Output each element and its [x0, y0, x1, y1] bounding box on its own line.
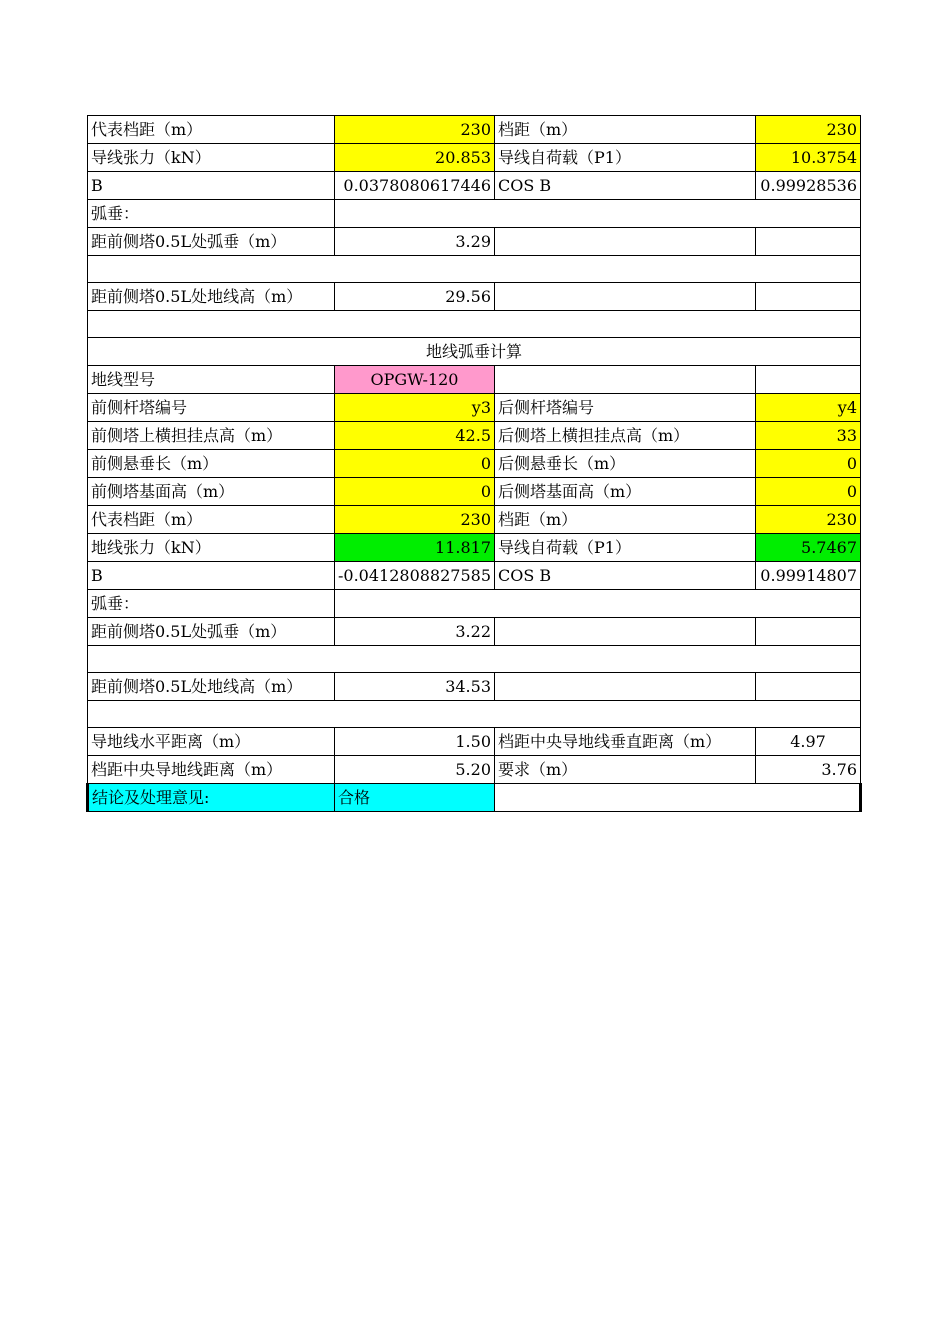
conclusion-value[interactable]: 合格	[335, 784, 495, 812]
table-row	[88, 338, 861, 366]
cell-empty[interactable]	[756, 673, 861, 701]
table-row	[88, 394, 861, 422]
table-row	[88, 728, 861, 756]
cell-empty[interactable]	[495, 283, 756, 311]
cell-label: 导线自荷载（P1）	[495, 534, 756, 562]
cell-input[interactable]: 230	[335, 116, 495, 144]
cell-value[interactable]: 1.50	[335, 728, 495, 756]
cell-label: COS B	[495, 562, 756, 590]
table-row	[88, 228, 861, 256]
table-row	[88, 116, 861, 144]
cell-empty[interactable]	[495, 784, 861, 812]
cell-value[interactable]: 5.20	[335, 756, 495, 784]
conclusion-label: 结论及处理意见:	[88, 784, 335, 812]
table-row	[88, 618, 861, 646]
cell-input[interactable]: 20.853	[335, 144, 495, 172]
cell-input[interactable]: 10.3754	[756, 144, 861, 172]
cell-label: 距前侧塔0.5L处弧垂（m）	[88, 618, 335, 646]
table-row	[88, 144, 861, 172]
cell-input[interactable]: 230	[756, 116, 861, 144]
table-row	[88, 534, 861, 562]
table-row	[88, 256, 861, 283]
cell-value[interactable]: 0.0378080617446	[335, 172, 495, 200]
table-row	[88, 506, 861, 534]
cell-input[interactable]: y3	[335, 394, 495, 422]
cell-label: 导线自荷载（P1）	[495, 144, 756, 172]
cell-label: 地线张力（kN）	[88, 534, 335, 562]
cell-value[interactable]: 0.99914807	[756, 562, 861, 590]
cell-empty[interactable]	[88, 701, 861, 728]
cell-empty[interactable]	[88, 311, 861, 338]
table-row	[88, 562, 861, 590]
table-row	[88, 450, 861, 478]
table-row	[88, 590, 861, 618]
table-row	[88, 756, 861, 784]
cell-label: 地线型号	[88, 366, 335, 394]
cell-label: 前侧悬垂长（m）	[88, 450, 335, 478]
cell-input[interactable]: 0	[756, 450, 861, 478]
cell-label: COS B	[495, 172, 756, 200]
cell-empty[interactable]	[495, 366, 756, 394]
cell-value[interactable]: 3.29	[335, 228, 495, 256]
cell-input[interactable]: 230	[335, 506, 495, 534]
cell-label: B	[88, 562, 335, 590]
cell-empty[interactable]	[756, 283, 861, 311]
cell-label: 档距（m）	[495, 506, 756, 534]
cell-label: 导地线水平距离（m）	[88, 728, 335, 756]
section-title: 地线弧垂计算	[88, 338, 861, 366]
cell-empty[interactable]	[756, 228, 861, 256]
cell-empty[interactable]	[88, 646, 861, 673]
cell-label: 档距中央导地线垂直距离（m）	[495, 728, 756, 756]
cell-input[interactable]: 0	[335, 478, 495, 506]
cell-value[interactable]: 29.56	[335, 283, 495, 311]
cell-value[interactable]: 0.99928536	[756, 172, 861, 200]
table-row	[88, 422, 861, 450]
cell-input[interactable]: OPGW-120	[335, 366, 495, 394]
cell-input[interactable]: 0	[335, 450, 495, 478]
cell-label: 弧垂：	[88, 200, 335, 228]
cell-label: 代表档距（m）	[88, 116, 335, 144]
cell-label: 档距中央导地线距离（m）	[88, 756, 335, 784]
cell-value[interactable]: 3.76	[756, 756, 861, 784]
cell-empty[interactable]	[88, 256, 861, 283]
cell-label: 后侧悬垂长（m）	[495, 450, 756, 478]
cell-label: 前侧杆塔编号	[88, 394, 335, 422]
cell-label: 后侧塔上横担挂点高（m）	[495, 422, 756, 450]
table-row	[88, 283, 861, 311]
cell-label: 要求（m）	[495, 756, 756, 784]
cell-empty[interactable]	[495, 618, 756, 646]
cell-label: 后侧塔基面高（m）	[495, 478, 756, 506]
cell-label: 代表档距（m）	[88, 506, 335, 534]
table-row	[88, 200, 861, 228]
table-row	[88, 172, 861, 200]
table-row	[88, 701, 861, 728]
cell-label: 导线张力（kN）	[88, 144, 335, 172]
cell-input[interactable]: y4	[756, 394, 861, 422]
cell-input[interactable]: 42.5	[335, 422, 495, 450]
cell-empty[interactable]	[335, 200, 861, 228]
cell-label: 前侧塔上横担挂点高（m）	[88, 422, 335, 450]
cell-label: 后侧杆塔编号	[495, 394, 756, 422]
sag-calculation-sheet	[86, 115, 862, 812]
cell-input[interactable]: 0	[756, 478, 861, 506]
cell-label: 距前侧塔0.5L处弧垂（m）	[88, 228, 335, 256]
cell-empty[interactable]	[756, 618, 861, 646]
cell-result[interactable]: 11.817	[335, 534, 495, 562]
cell-label: B	[88, 172, 335, 200]
table-row	[88, 311, 861, 338]
cell-input[interactable]: 230	[756, 506, 861, 534]
table-row	[88, 478, 861, 506]
cell-empty[interactable]	[495, 673, 756, 701]
table-row	[88, 366, 861, 394]
table-row	[88, 673, 861, 701]
cell-input[interactable]: 33	[756, 422, 861, 450]
cell-empty[interactable]	[756, 366, 861, 394]
cell-label: 距前侧塔0.5L处地线高（m）	[88, 673, 335, 701]
cell-label: 前侧塔基面高（m）	[88, 478, 335, 506]
cell-empty[interactable]	[495, 228, 756, 256]
cell-value[interactable]: 3.22	[335, 618, 495, 646]
cell-value[interactable]: -0.0412808827585	[335, 562, 495, 590]
cell-empty[interactable]	[335, 590, 861, 618]
cell-result[interactable]: 5.7467	[756, 534, 861, 562]
cell-value[interactable]: 34.53	[335, 673, 495, 701]
table-row	[88, 784, 861, 812]
cell-value[interactable]: 4.97	[756, 728, 861, 756]
cell-label: 档距（m）	[495, 116, 756, 144]
cell-label: 弧垂：	[88, 590, 335, 618]
cell-label: 距前侧塔0.5L处地线高（m）	[88, 283, 335, 311]
table-row	[88, 646, 861, 673]
